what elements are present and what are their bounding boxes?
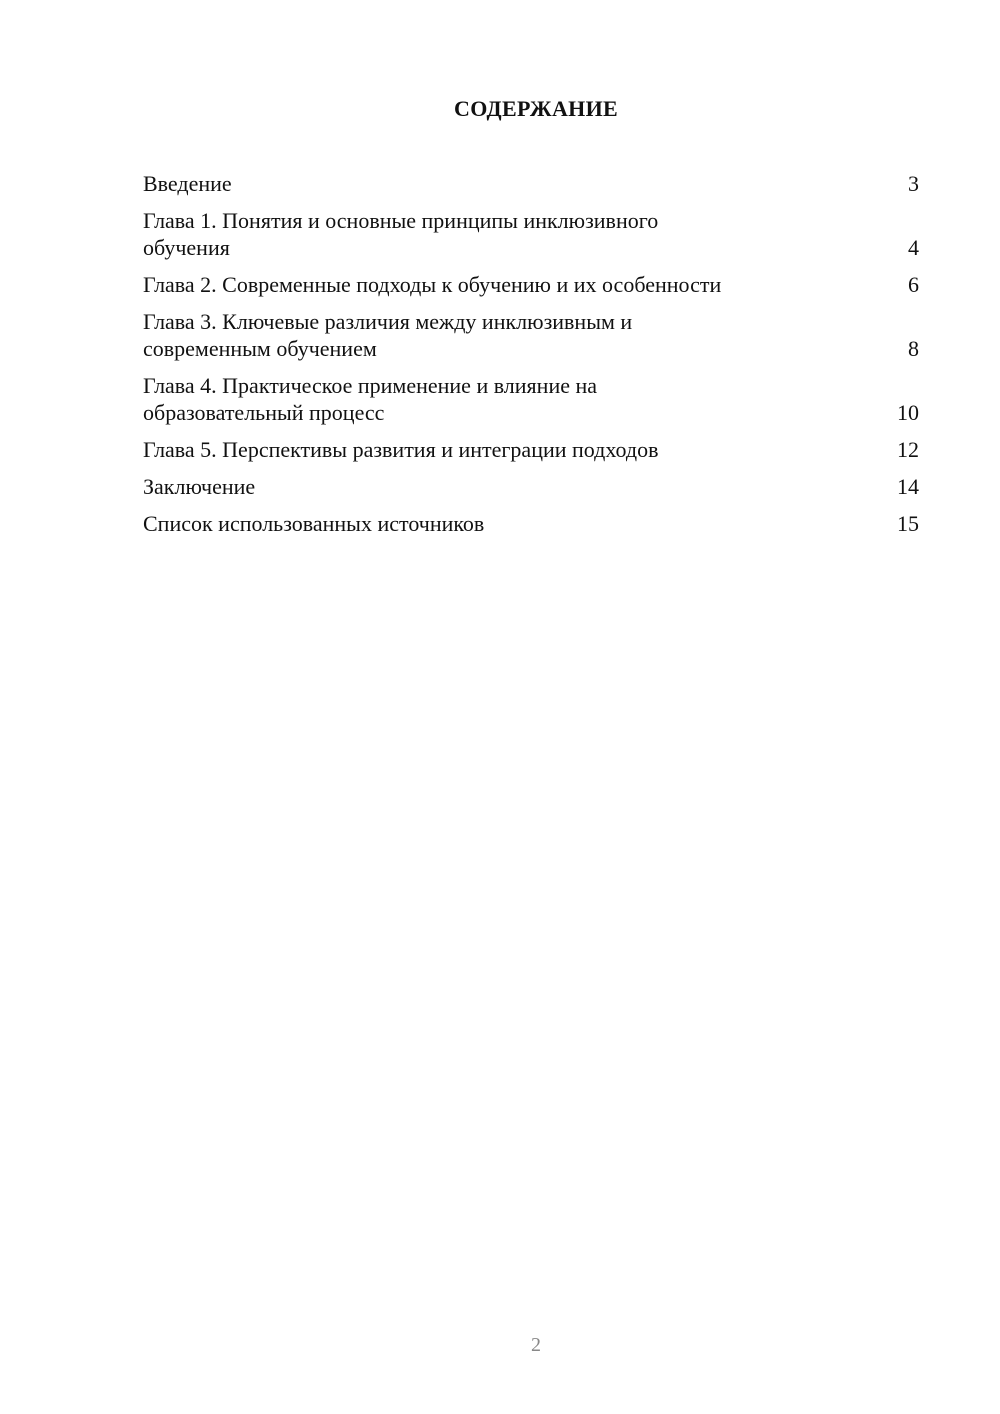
toc-entry-conclusion: [143, 473, 919, 500]
toc-entry-chapter-2: [143, 271, 919, 298]
toc-entry-chapter-1: [143, 207, 919, 261]
toc-entry-page: 8: [908, 336, 919, 361]
toc-entry-page: 6: [908, 272, 919, 297]
toc-entry-text: Список использованных источников: [143, 511, 485, 536]
toc-entry-text: Глава 1. Понятия и основные принципы инклюзивного обучения: [143, 208, 659, 260]
toc-entry-page: 14: [897, 474, 919, 499]
toc-entry-text: Введение: [143, 171, 232, 196]
toc-entry-page: 3: [908, 171, 919, 196]
table-of-contents: [143, 170, 919, 547]
toc-entry-text: Глава 5. Перспективы развития и интеграции подходов: [143, 437, 659, 462]
toc-entry-text: Глава 3. Ключевые различия между инклюзивным и современным обучением: [143, 309, 633, 361]
toc-entry-page: 12: [897, 437, 919, 462]
toc-entry-text: Заключение: [143, 474, 256, 499]
toc-entry-page: 4: [908, 235, 919, 260]
toc-entry-chapter-4: [143, 372, 919, 426]
toc-entry-chapter-3: [143, 308, 919, 362]
toc-entry-references: [143, 510, 919, 537]
toc-title: СОДЕРЖАНИЕ: [454, 96, 618, 121]
page-number: 2: [531, 1334, 541, 1356]
toc-entry-text: Глава 4. Практическое применение и влияние на образовательный процесс: [143, 373, 598, 425]
toc-entry-page: 10: [897, 400, 919, 425]
toc-entry-chapter-5: [143, 436, 919, 463]
toc-entry-text: Глава 2. Современные подходы к обучению и их особенности: [143, 272, 722, 297]
toc-entry-page: 15: [897, 511, 919, 536]
toc-entry-introduction: [143, 170, 919, 197]
